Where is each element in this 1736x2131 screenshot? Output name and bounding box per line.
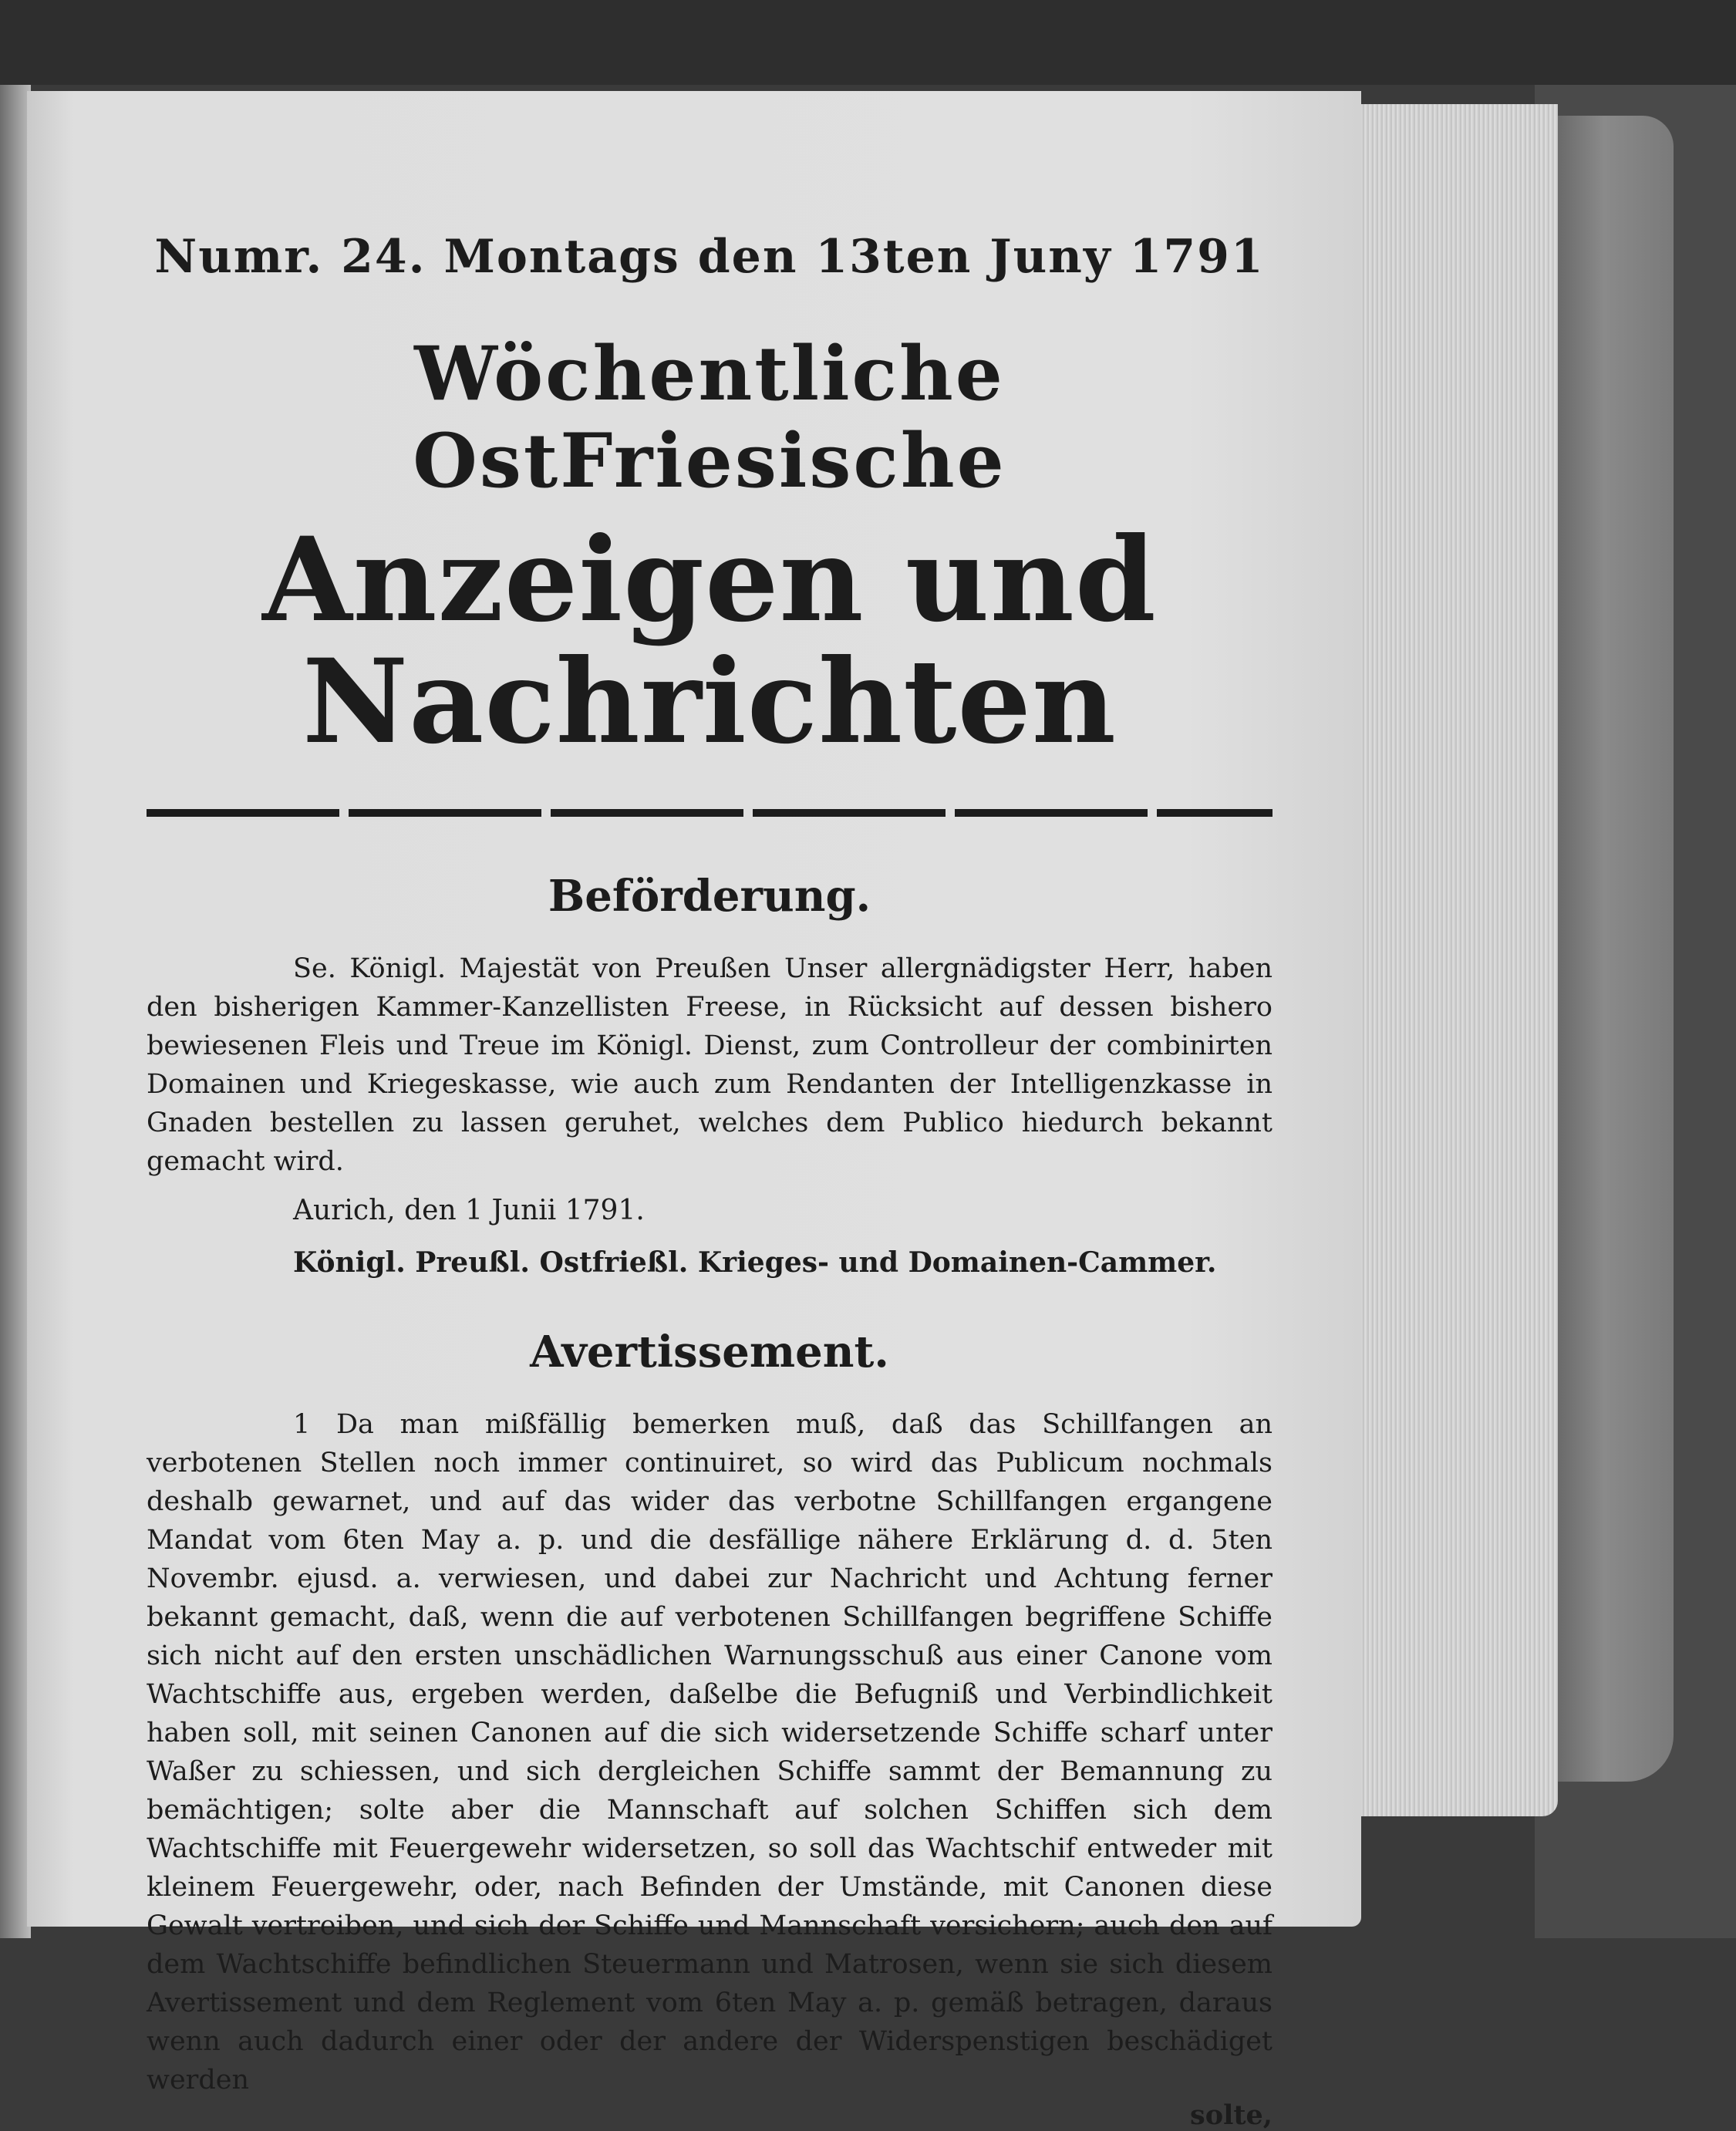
section-heading-befoerderung: Beförderung. bbox=[548, 871, 871, 922]
section-body-avertissement: 1 Da man mißfällig bemerken muß, daß das Schillfangen an verbotenen Stellen noch immer continuiret, so wird das Publicum nochmals deshalb gewarnet, und auf das wider das verbotne Schillfangen ergangene Mandat vom 6ten May a. p. und die desfällige nähere Erklärung d. d. 5ten Novembr. ejusd. a. verwiesen, und dabei zur Nachricht und Achtung ferner bekannt gemacht, daß, wenn die auf verbotenen Schillfangen begriffene Schiffe sich nicht auf den ersten unschädlichen Warnungsschuß aus einer Canone vom Wachtschiffe aus, ergeben werden, daßelbe die Befugniß und Verbindlichkeit haben soll, mit seinen Canonen auf die sich widersetzende Schiffe scharf unter Waßer zu schiessen, und sich dergleichen Schiffe sammt der Bemannung zu bemächtigen; solte aber die Mannschaft auf solchen Schiffen sich dem Wachtschiffe mit Feuergewehr widersetzen, so soll das Wachtschif entweder mit kleinem Feuergewehr, oder, nach Befinden der Umstände, mit Canonen diese Gewalt vertreiben, und sich der Schiffe und Mannschaft versichern; auch den auf dem Wachtschiffe befindlichen Steuermann und Matrosen, wenn sie sich diesem Avertissement und dem Reglement vom 6ten May a. p. gemäß betragen, daraus wenn auch dadurch einer oder der andere der Widerspenstigen beschädiget werden bbox=[147, 1409, 1273, 2096]
newspaper-page bbox=[27, 91, 1361, 2131]
book-gutter bbox=[0, 85, 31, 1938]
title-rule bbox=[147, 809, 1273, 817]
dateline: Aurich, den 1 Junii 1791. bbox=[293, 1195, 645, 1226]
page-content bbox=[147, 137, 1273, 2131]
newspaper-title-line1: Wöchentliche OstFriesische bbox=[413, 330, 1006, 504]
scan-background bbox=[0, 0, 1736, 85]
book-cover-edge bbox=[1558, 116, 1674, 1782]
newspaper-title-line2: Anzeigen und Nachrichten bbox=[262, 512, 1157, 770]
issue-line: Numr. 24. Montags den 13ten Juny 1791 bbox=[154, 230, 1265, 284]
signature: Königl. Preußl. Ostfrießl. Krieges- und Domainen-Cammer. bbox=[293, 1246, 1217, 1279]
section-body-befoerderung: Se. Königl. Majestät von Preußen Unser allergnädigster Herr, haben den bisherigen Kammer-Kanzellisten Freese, in Rücksicht auf dessen bishero bewiesenen Fleis und Treue im Königl. Dienst, zum Controlleur der combinirten Domainen und Kriegeskasse, wie auch zum Rendanten der Intelligenzkasse in Gnaden bestellen zu lassen geruhet, welches dem Publico hiedurch bekannt gemacht wird. bbox=[147, 953, 1273, 1177]
page-edges bbox=[1357, 104, 1558, 1816]
section-heading-avertissement: Avertissement. bbox=[530, 1327, 889, 1377]
catchword: solte, bbox=[1190, 2099, 1273, 2131]
